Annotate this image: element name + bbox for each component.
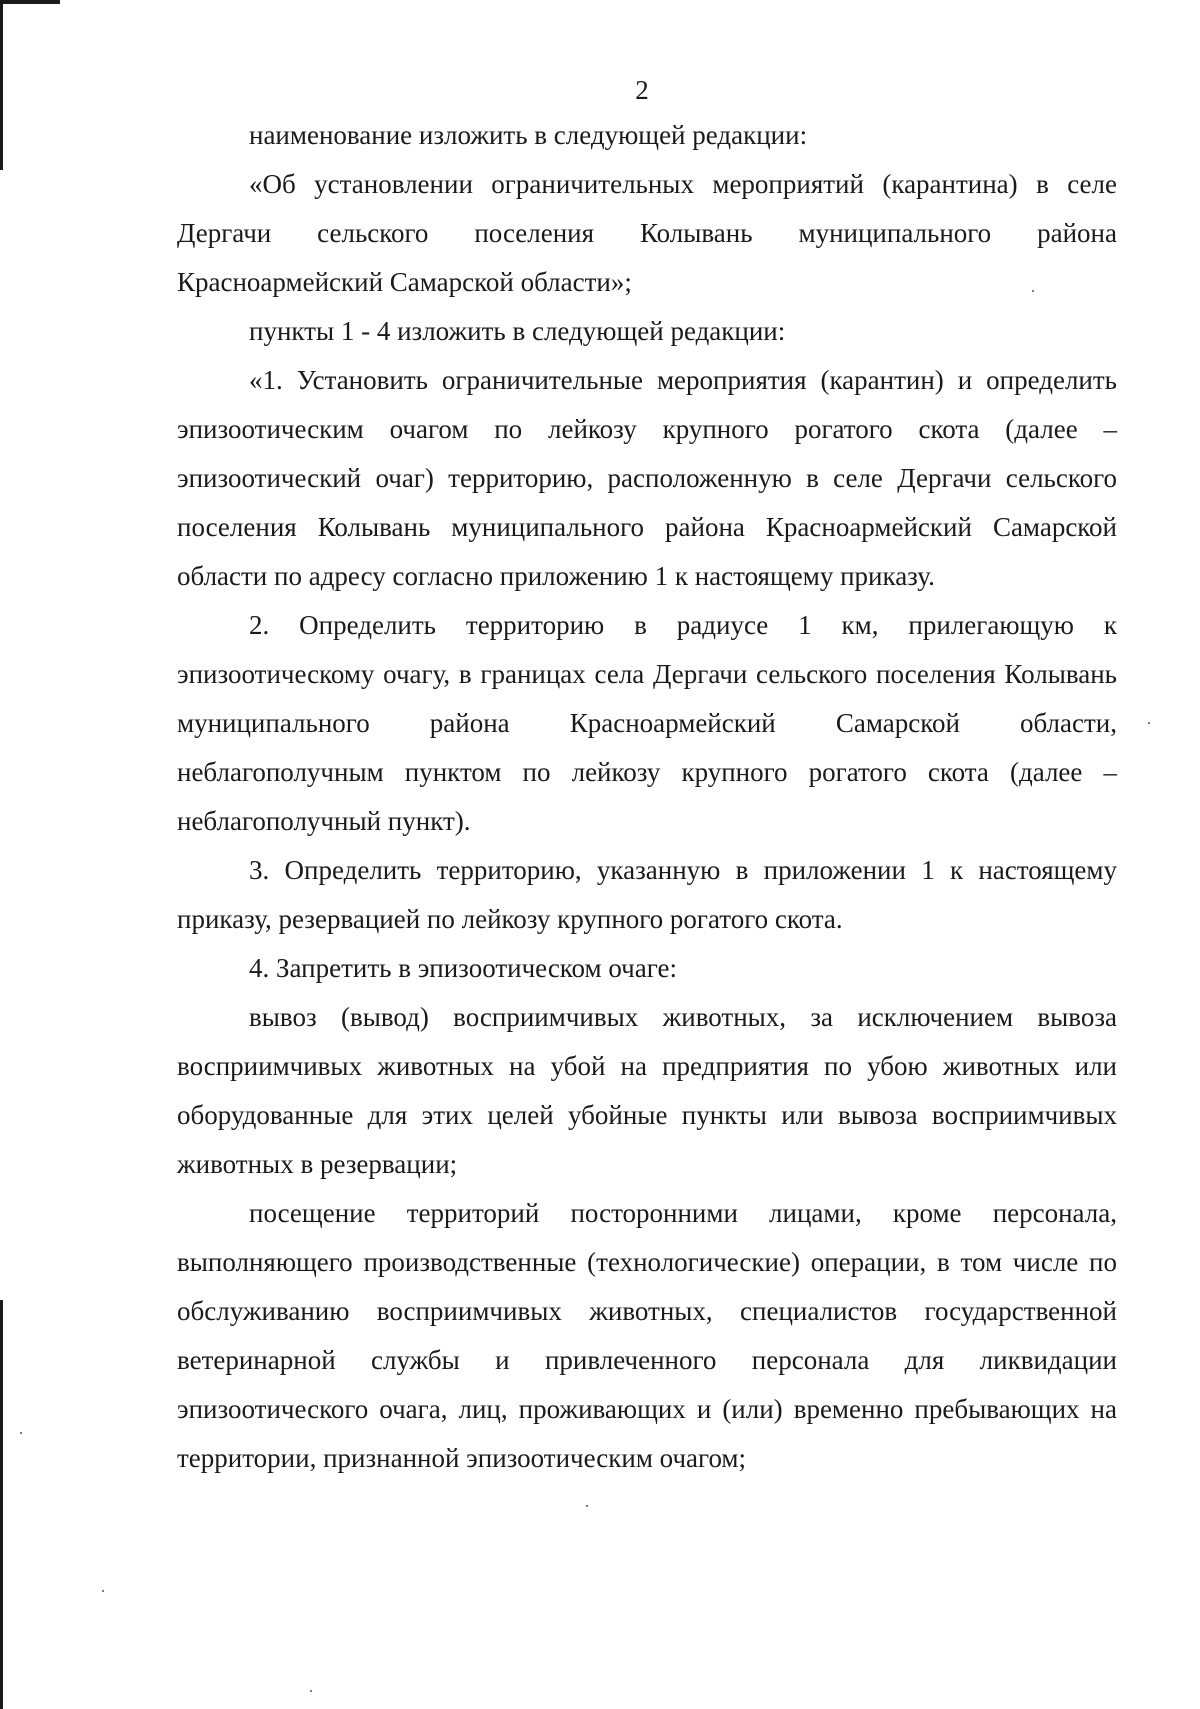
scan-speck	[1148, 722, 1150, 724]
paragraph-point-1: «1. Установить ограничительные мероприятия (карантин) и определить эпизоотическим очагом по лейкозу крупного рогатого скота (далее – эпизоотический очаг) территорию, расположенную в селе Дергачи сельского поселения Колывань муниципального района Красноармейский Самарской области по адресу согласно приложению 1 к настоящему приказу.	[177, 365, 1117, 591]
paragraph-points-intro: пункты 1 - 4 изложить в следующей редакции:	[249, 316, 786, 346]
scan-speck	[1032, 290, 1034, 292]
paragraph-point-2: 2. Определить территорию в радиусе 1 км, прилегающую к эпизоотическому очагу, в границах села Дергачи сельского поселения Колывань муниципального района Красноармейский Самарской области, неблагополучным пунктом по лейкозу крупного рогатого скота (далее – неблагополучный пункт).	[177, 610, 1117, 836]
paragraph-point-3: 3. Определить территорию, указанную в приложении 1 к настоящему приказу, резервацией по лейкозу крупного рогатого скота.	[177, 855, 1117, 934]
paragraph-prohibition-2: посещение территорий посторонними лицами, кроме персонала, выполняющего производственные (технологические) операции, в том числе по обслуживанию восприимчивых животных, специалистов государственной ветеринарной службы и привлеченного персонала для ликвидации эпизоотического очага, лиц, проживающих и (или) временно пребывающих на территории, признанной эпизоотическим очагом;	[177, 1198, 1117, 1473]
paragraph-new-title: «Об установлении ограничительных мероприятий (карантина) в селе Дергачи сельского поселения Колывань муниципального района Красноармейский Самарской области»;	[177, 169, 1117, 297]
scan-edge-top	[0, 0, 3, 170]
scan-edge-bottom	[0, 1300, 3, 1709]
scan-corner-mark	[0, 0, 60, 4]
paragraph-title-intro: наименование изложить в следующей редакции:	[249, 120, 808, 150]
scan-speck	[586, 1505, 588, 1507]
scan-speck	[20, 1432, 22, 1434]
paragraph-point-4: 4. Запретить в эпизоотическом очаге:	[249, 953, 677, 983]
paragraph-prohibition-1: вывоз (вывод) восприимчивых животных, за исключением вывоза восприимчивых животных на убой на предприятия по убою животных или оборудованные для этих целей убойные пункты или вывоза восприимчивых животных в резервации;	[177, 1002, 1117, 1179]
scan-speck	[102, 1590, 104, 1592]
document-body	[177, 111, 1117, 1483]
page-number: 2	[635, 75, 649, 105]
scan-speck	[310, 1690, 312, 1692]
